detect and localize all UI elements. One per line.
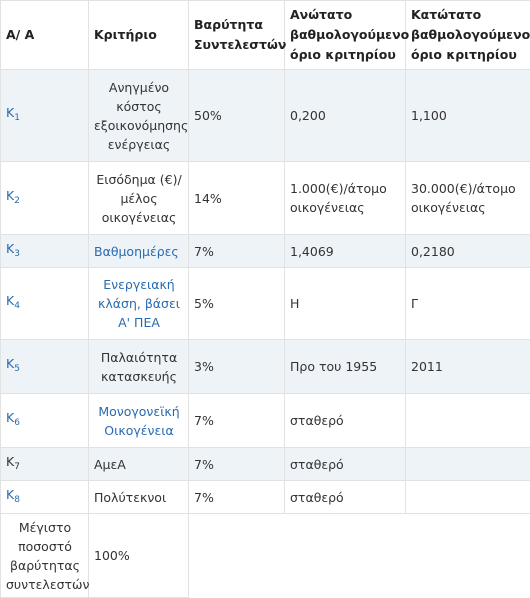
- row-lower: 2011: [406, 340, 530, 394]
- total-value: 100%: [89, 514, 189, 598]
- row-id: $K_5$: [1, 340, 89, 394]
- table-row: [1, 162, 530, 235]
- table-row: [1, 448, 530, 481]
- row-upper: σταθερό: [285, 394, 406, 448]
- empty-cell: [285, 514, 406, 598]
- table-row: [1, 70, 530, 162]
- row-upper: 0,200: [285, 70, 406, 162]
- row-criterion-link[interactable]: Βαθμοημέρες: [89, 235, 189, 268]
- row-lower: 0,2180: [406, 235, 530, 268]
- header-criterion: Κριτήριο: [89, 1, 189, 70]
- row-weight: 7%: [189, 481, 285, 514]
- header-weight: Βαρύτητα Συντελεστών: [189, 1, 285, 70]
- row-upper: 1.000(€)/άτομο οικογένειας: [285, 162, 406, 235]
- row-criterion: Ανηγμένο κόστος εξοικονόμησης ενέργειας: [89, 70, 189, 162]
- row-criterion-link[interactable]: Μονογονεϊκή Οικογένεια: [89, 394, 189, 448]
- row-criterion: Παλαιότητα κατασκευής: [89, 340, 189, 394]
- empty-cell: [189, 514, 285, 598]
- table-row-total: [1, 514, 530, 598]
- empty-cell: [406, 514, 530, 598]
- row-criterion: ΑμεΑ: [89, 448, 189, 481]
- row-criterion: Πολύτεκνοι: [89, 481, 189, 514]
- row-id: $K_3$: [1, 235, 89, 268]
- row-lower: Γ: [406, 268, 530, 340]
- row-lower: [406, 448, 530, 481]
- table-row: [1, 268, 530, 340]
- total-label: Μέγιστο ποσοστό βαρύτητας συντελεστών: [1, 514, 89, 598]
- header-lower: Κατώτατο βαθμολογούμενο όριο κριτηρίου: [406, 1, 530, 70]
- row-id: $K_1$: [1, 70, 89, 162]
- table-row: [1, 481, 530, 514]
- row-upper: 1,4069: [285, 235, 406, 268]
- header-row: [1, 1, 530, 70]
- table-row: [1, 235, 530, 268]
- row-weight: 5%: [189, 268, 285, 340]
- row-weight: 14%: [189, 162, 285, 235]
- row-criterion: Εισόδημα (€)/ μέλος οικογένειας: [89, 162, 189, 235]
- table-row: [1, 340, 530, 394]
- row-weight: 3%: [189, 340, 285, 394]
- row-weight: 50%: [189, 70, 285, 162]
- row-lower: [406, 394, 530, 448]
- row-lower: [406, 481, 530, 514]
- row-id: $K_2$: [1, 162, 89, 235]
- header-upper: Ανώτατο βαθμολογούμενο όριο κριτηρίου: [285, 1, 406, 70]
- row-upper: σταθερό: [285, 481, 406, 514]
- row-lower: 30.000(€)/άτομο οικογένειας: [406, 162, 530, 235]
- row-weight: 7%: [189, 448, 285, 481]
- row-upper: Προ του 1955: [285, 340, 406, 394]
- table-row: [1, 394, 530, 448]
- header-aa: Α/ Α: [1, 1, 89, 70]
- row-upper: Η: [285, 268, 406, 340]
- row-upper: σταθερό: [285, 448, 406, 481]
- row-criterion-link[interactable]: Ενεργειακή κλάση, βάσει Α' ΠΕΑ: [89, 268, 189, 340]
- row-id: $K_8$: [1, 481, 89, 514]
- row-id: $K_7$: [1, 448, 89, 481]
- row-lower: 1,100: [406, 70, 530, 162]
- row-id: $K_4$: [1, 268, 89, 340]
- row-weight: 7%: [189, 394, 285, 448]
- row-weight: 7%: [189, 235, 285, 268]
- row-id: $K_6$: [1, 394, 89, 448]
